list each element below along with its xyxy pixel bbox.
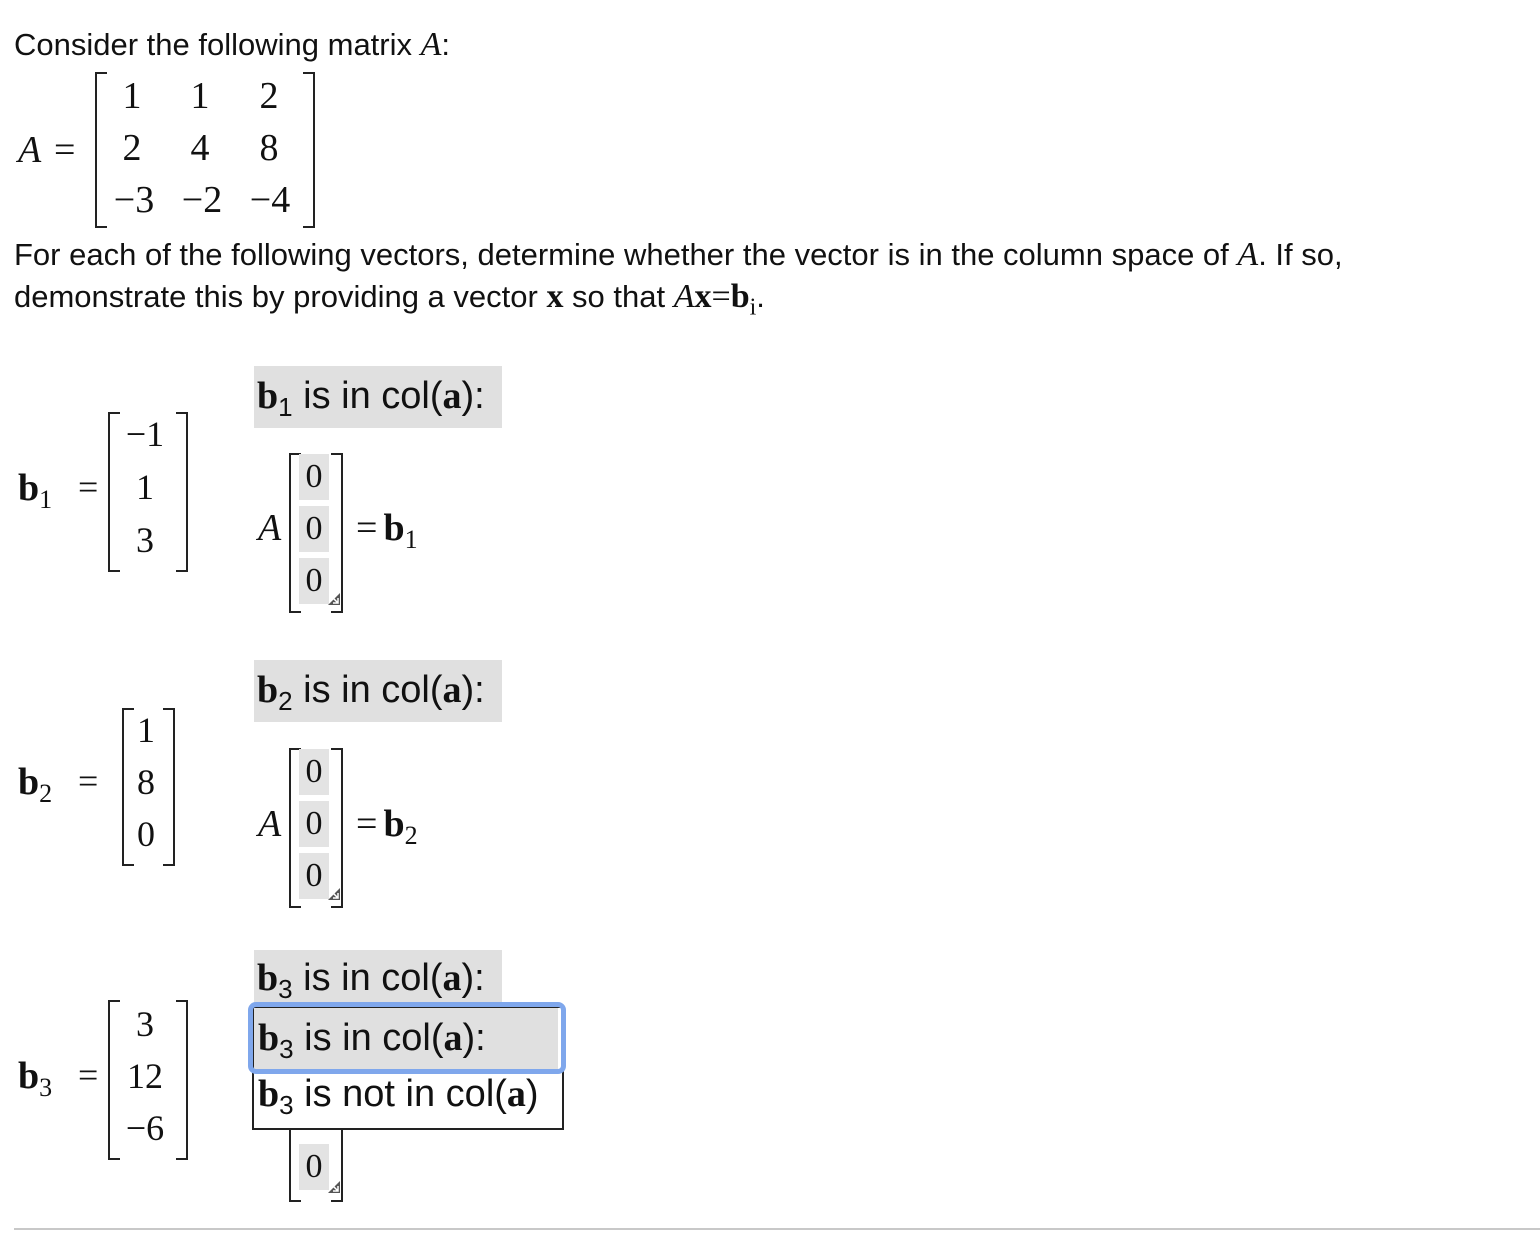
answer-b: b [383,803,405,845]
x-input-2[interactable]: 0 [299,801,329,847]
resize-handle-icon[interactable] [327,592,341,606]
vector-cell: −6 [125,1108,165,1148]
select-close: ): [461,957,485,999]
select-b: b [257,375,279,417]
dropdown-option-not-in-col[interactable] [258,1068,539,1131]
option-text: is in col( [293,1017,444,1059]
answer-equals: = [356,803,378,845]
select-text: is in col( [292,375,443,417]
answer-sub: 2 [404,821,418,850]
select-b: b [257,669,279,711]
prompt-x: x [546,278,564,315]
col-space-select-1[interactable] [254,366,502,428]
select-close: ): [461,375,485,417]
vector-cell: 12 [127,1056,163,1096]
answer-equals: = [356,507,378,549]
vector-equals: = [78,1055,99,1095]
prompt-text: so that [563,279,674,314]
col-space-select-2[interactable] [254,660,502,722]
option-text: is not in col( [293,1073,507,1115]
matrix-a-cell: 2 [259,75,279,117]
col-space-select-3[interactable] [254,950,502,1006]
vector-cell: 3 [136,520,154,560]
matrix-a-cell: −4 [249,179,291,221]
option-b: b [258,1017,280,1059]
x-input-3[interactable]: 0 [299,1144,329,1190]
select-a: a [442,957,462,999]
select-text: is in col( [292,669,443,711]
prompt-text: demonstrate this by providing a vector [14,279,547,314]
intro-line [14,26,450,64]
select-sub: 3 [278,974,293,1004]
select-b: b [257,957,279,999]
option-a: a [443,1017,463,1059]
vector-sub: 1 [39,485,53,514]
vector-b1-label [18,466,52,515]
prompt-b: b [730,278,750,315]
matrix-a-equals: = [54,129,76,171]
matrix-a-label: A [18,129,42,171]
vector-name: b [18,761,40,803]
bottom-divider [14,1228,1540,1230]
intro-colon: : [441,27,451,62]
matrix-a-cell: 8 [259,127,279,169]
select-a: a [442,375,462,417]
option-b: b [258,1073,280,1115]
prompt-symbol: A [1237,236,1259,273]
resize-handle-icon[interactable] [327,1180,341,1194]
x-input-1[interactable]: 0 [299,454,329,500]
option-sub: 3 [279,1034,294,1064]
select-a: a [442,669,462,711]
intro-symbol: A [420,26,442,63]
matrix-a-cell: −2 [181,179,223,221]
prompt-equals: = [711,278,731,315]
x-input-3[interactable]: 0 [299,558,329,604]
answer-rhs [356,802,418,851]
dropdown-focus-ring [248,1002,566,1074]
answer-b: b [383,507,405,549]
answer-rhs [356,506,418,555]
vector-sub: 3 [39,1073,53,1102]
matrix-a-cell: 2 [122,127,142,169]
select-text: is in col( [292,957,443,999]
x-input-2[interactable]: 0 [299,506,329,552]
answer-right-bracket [331,453,343,613]
prompt-text: . If so, [1258,237,1343,272]
select-close: ): [461,669,485,711]
select-sub: 2 [278,686,293,716]
vector-name: b [18,1055,40,1097]
answer-a-label: A [258,803,282,845]
answer-sub: 1 [404,525,418,554]
matrix-a-cell: 1 [190,75,210,117]
x-input-3[interactable]: 0 [299,853,329,899]
vector-cell: 0 [137,814,155,854]
prompt-sub: i [749,294,757,321]
vector-b2-label [18,760,52,809]
option-a: a [506,1073,526,1115]
prompt-text: . [756,279,765,314]
intro-text: Consider the following matrix [14,27,421,62]
prompt-symbol: A [673,278,695,315]
vector-equals: = [78,761,99,801]
matrix-a-cell: −3 [113,179,155,221]
matrix-a-cell: 4 [190,127,210,169]
answer-right-bracket [331,748,343,908]
vector-b3-label [18,1054,52,1103]
option-close: ) [525,1073,539,1115]
select-sub: 1 [278,392,293,422]
x-input-1[interactable]: 0 [299,749,329,795]
answer-a-label: A [258,507,282,549]
vector-equals: = [78,467,99,507]
vector-cell: −1 [125,414,165,454]
prompt-x: x [694,278,712,315]
vector-sub: 2 [39,779,53,808]
prompt-line-1 [14,236,1343,274]
prompt-text: For each of the following vectors, determine whether the vector is in the column space of [14,237,1238,272]
vector-cell: 1 [137,710,155,750]
matrix-a-cell: 1 [122,75,142,117]
prompt-line-2 [14,278,765,322]
resize-handle-icon[interactable] [327,887,341,901]
option-sub: 3 [279,1090,294,1120]
vector-cell: 1 [136,467,154,507]
vector-name: b [18,467,40,509]
vector-cell: 8 [137,762,155,802]
vector-cell: 3 [136,1004,154,1044]
option-close: ): [462,1017,486,1059]
matrix-a-right-bracket [303,72,315,228]
